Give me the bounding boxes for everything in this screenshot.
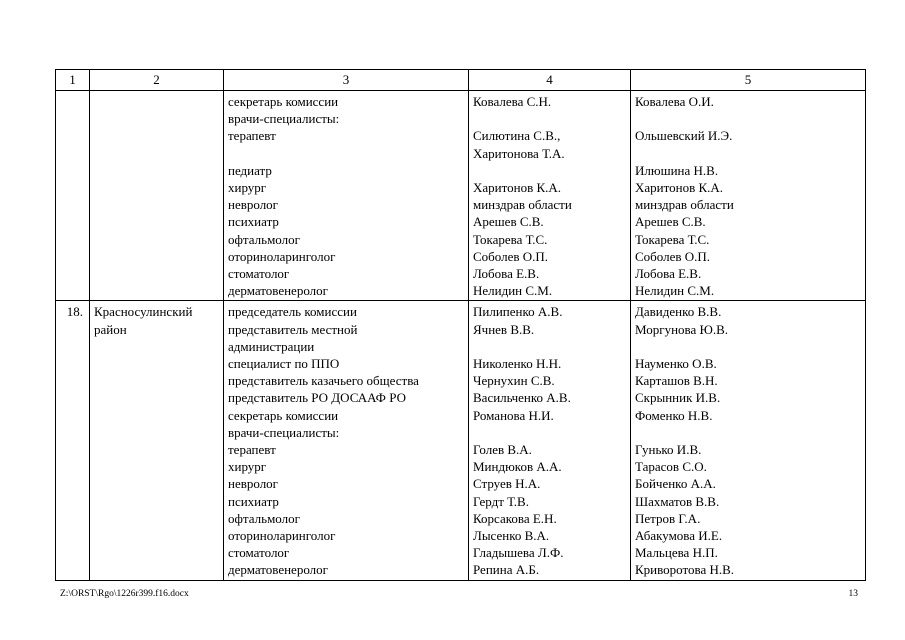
header-col-1: 1 [56, 70, 90, 91]
header-col-5: 5 [631, 70, 866, 91]
role-line: председатель комиссии [228, 304, 357, 320]
member-line: Голев В.А. [473, 442, 532, 458]
reserve-line: Бойченко А.А. [635, 476, 716, 492]
member-line: Лобова Е.В. [473, 266, 540, 281]
reserve-line: Моргунова Ю.В. [635, 321, 729, 337]
reserve-line: Мальцева Н.П. [635, 545, 718, 561]
member-line [473, 110, 630, 127]
role-line: терапевт [228, 128, 276, 144]
role-line: дерматовенеролог [228, 283, 328, 299]
role-line: невролог [228, 476, 279, 492]
reserve-line: минздрав области [635, 197, 734, 213]
district-cell [90, 301, 224, 580]
role-cell [224, 91, 469, 301]
member-line: Васильченко А.В. [473, 390, 571, 406]
district-line: район [94, 321, 127, 337]
commission-table [55, 69, 866, 581]
member-line: Гладышева Л.Ф. [473, 545, 564, 561]
member-line: Ковалева С.Н. [473, 94, 552, 109]
reserve-line: Давиденко В.В. [635, 304, 722, 320]
reserve-line: Ольшевский И.Э. [635, 128, 733, 144]
role-line: офтальмолог [228, 510, 300, 526]
reserve-line: Карташов В.Н. [635, 373, 718, 389]
member-line: Нелидин С.М. [473, 283, 553, 299]
role-line: хирург [228, 180, 267, 195]
member-line: Соболев О.П. [473, 248, 549, 264]
district-line: Красносулинский [94, 304, 193, 320]
member-line: Силютина С.В., [473, 128, 561, 144]
member-line: Николенко Н.Н. [473, 356, 562, 372]
role-line: оториноларинголог [228, 528, 336, 544]
reserve-line: Шахматов В.В. [635, 493, 720, 509]
row-number: 18. [66, 304, 83, 320]
member-line: Ячнев В.В. [473, 321, 535, 337]
role-line: специалист по ППО [228, 356, 340, 372]
reserve-line: Гунько И.В. [635, 442, 702, 458]
role-line: невролог [228, 197, 279, 213]
member-line: Чернухин С.В. [473, 373, 555, 389]
member-line: Репина А.Б. [473, 562, 540, 578]
reserve-line: Токарева Т.С. [635, 231, 710, 247]
row-number-cell [56, 301, 90, 580]
reserve-line: Лобова Е.В. [635, 266, 702, 281]
member-line: Лысенко В.А. [473, 528, 550, 544]
footer-file-path: Z:\ORST\Rgo\1226r399.f16.docx [60, 589, 189, 599]
member-line: Арешев С.В. [473, 214, 544, 230]
role-line: психиатр [228, 493, 279, 509]
reserve-line: Скрынник И.В. [635, 390, 721, 406]
role-line: офтальмолог [228, 231, 300, 247]
member-line: минздрав области [473, 197, 572, 213]
role-line: секретарь комиссии [228, 94, 339, 109]
reserve-line: Тарасов С.О. [635, 459, 707, 475]
role-line: психиатр [228, 214, 279, 230]
reserve-line: Науменко О.В. [635, 356, 717, 372]
reserve-line: Криворотова Н.В. [635, 562, 735, 578]
reserve-line [635, 145, 865, 162]
role-line [228, 145, 468, 162]
reserve-line [635, 424, 865, 441]
role-line: врачи-специалисты: [228, 424, 340, 440]
member-line: Харитонова Т.А. [473, 145, 565, 161]
header-col-3: 3 [224, 70, 469, 91]
role-line: стоматолог [228, 266, 290, 282]
role-line: секретарь комиссии [228, 407, 339, 423]
reserve-line: Ковалева О.И. [635, 94, 714, 109]
member-line: Миндюков А.А. [473, 459, 562, 475]
header-col-2: 2 [90, 70, 224, 91]
reserve-cell [631, 301, 866, 580]
reserve-line [635, 110, 865, 127]
role-cell [224, 301, 469, 580]
member-line: Корсакова Е.Н. [473, 510, 557, 526]
reserve-line: Абакумова И.Е. [635, 528, 723, 544]
role-line: представитель РО ДОСААФ РО [228, 390, 406, 406]
member-line: Струев Н.А. [473, 476, 541, 492]
reserve-line: Фоменко Н.В. [635, 407, 713, 423]
reserve-line: Нелидин С.М. [635, 283, 715, 299]
member-line [473, 162, 630, 179]
member-line: Пилипенко А.В. [473, 304, 563, 320]
member-line [473, 424, 630, 441]
member-line [473, 338, 630, 355]
member-line: Харитонов К.А. [473, 179, 562, 195]
role-line: представитель казачьего общества [228, 373, 419, 389]
role-line: педиатр [228, 162, 272, 178]
role-line: оториноларинголог [228, 248, 336, 264]
district-cell [90, 91, 224, 301]
member-line: Гердт Т.В. [473, 493, 529, 509]
member-cell [469, 301, 631, 580]
role-line: терапевт [228, 442, 276, 458]
reserve-line: Петров Г.А. [635, 510, 701, 526]
table-row [56, 301, 866, 580]
table-row [56, 91, 866, 301]
member-line: Романова Н.И. [473, 407, 554, 423]
member-cell [469, 91, 631, 301]
reserve-cell [631, 91, 866, 301]
reserve-line: Соболев О.П. [635, 248, 711, 264]
role-line: представитель местной [228, 321, 358, 337]
role-line: дерматовенеролог [228, 562, 328, 578]
role-line: хирург [228, 459, 267, 475]
reserve-line [635, 338, 865, 355]
reserve-line: Илюшина Н.В. [635, 162, 719, 178]
row-number-cell [56, 91, 90, 301]
table-header-row [56, 70, 866, 91]
member-line: Токарева Т.С. [473, 231, 548, 247]
reserve-line: Арешев С.В. [635, 214, 706, 230]
role-line: стоматолог [228, 545, 290, 561]
reserve-line: Харитонов К.А. [635, 179, 724, 195]
footer-page-number: 13 [848, 589, 858, 599]
header-col-4: 4 [469, 70, 631, 91]
row-number [56, 93, 83, 110]
role-line: врачи-специалисты: [228, 111, 340, 127]
role-line: администрации [228, 338, 315, 354]
